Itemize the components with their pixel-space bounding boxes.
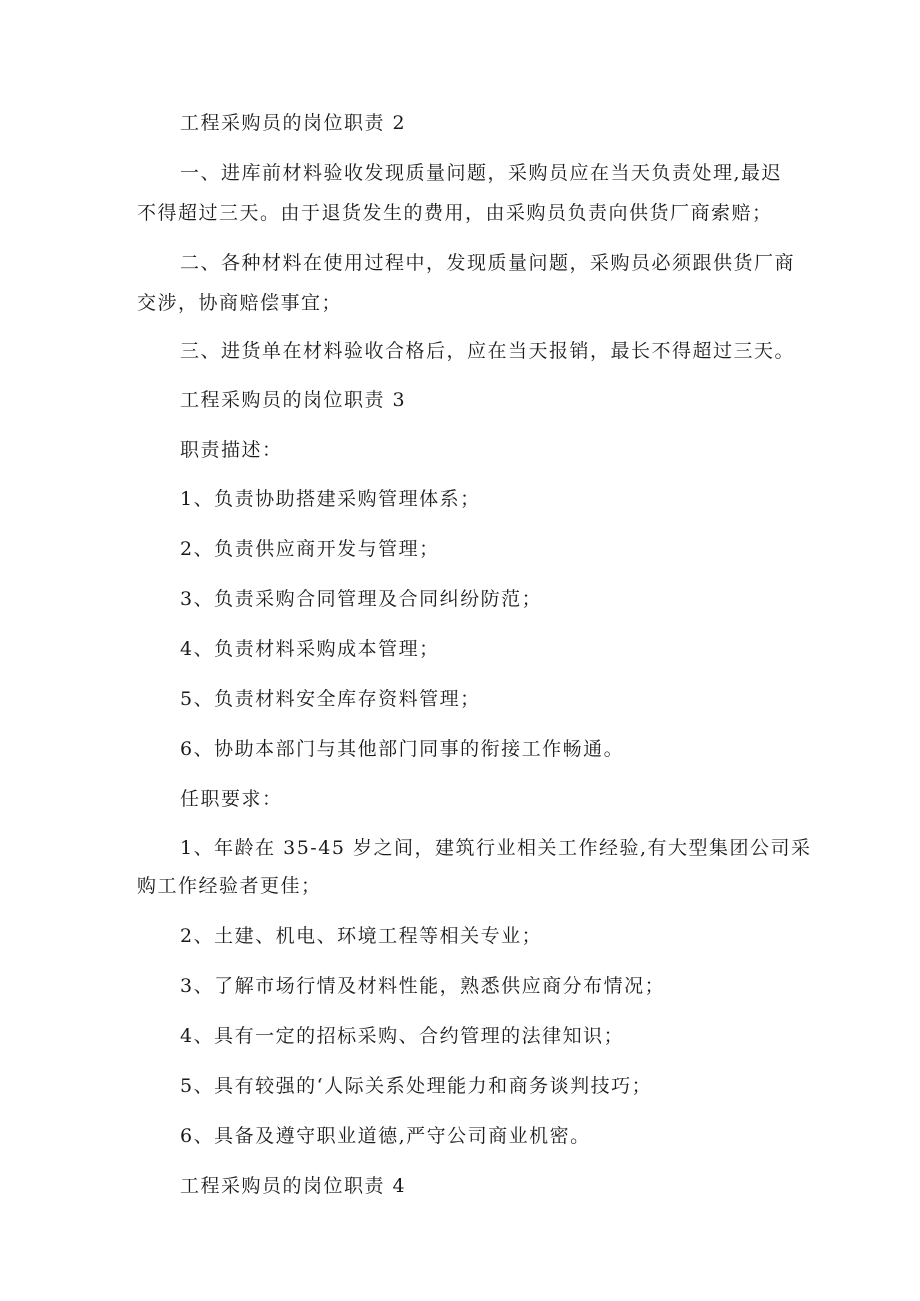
list-item-continuation: 购工作经验者更佳； [137,875,322,897]
section-heading-3: 工程采购员的岗位职责 3 [180,389,407,411]
list-item: 4、具有一定的招标采购、合约管理的法律知识； [180,1025,625,1047]
paragraph-line: 三、进货单在材料验收合格后，应在当天报销，最长不得超过三天。 [180,340,796,362]
list-item: 1、年龄在 35-45 岁之间，建筑行业相关工作经验,有大型集团公司采 [180,837,812,859]
list-item: 3、负责采购合同管理及合同纠纷防范； [180,588,543,610]
section-heading-4: 工程采购员的岗位职责 4 [180,1175,407,1197]
list-item: 5、具有较强的‘人际关系处理能力和商务谈判技巧； [180,1075,653,1097]
list-item: 5、负责材料安全库存资料管理； [180,688,481,710]
section-heading-2: 工程采购员的岗位职责 2 [180,112,407,134]
subsection-title: 任职要求： [180,788,283,810]
list-item: 1、负责协助搭建采购管理体系； [180,488,481,510]
paragraph-line: 二、各种材料在使用过程中，发现质量问题，采购员必须跟供货厂商 [180,252,796,274]
paragraph-line: 交涉，协商赔偿事宜； [137,292,343,314]
list-item: 4、负责材料采购成本管理； [180,638,440,660]
list-item: 3、了解市场行情及材料性能，熟悉供应商分布情况； [180,975,666,997]
list-item: 2、土建、机电、环境工程等相关专业； [180,925,543,947]
list-item: 6、协助本部门与其他部门同事的衔接工作畅通。 [180,738,625,760]
paragraph-line: 不得超过三天。由于退货发生的费用，由采购员负责向供货厂商索赔； [137,202,773,224]
list-item: 2、负责供应商开发与管理； [180,538,440,560]
paragraph-line: 一、进库前材料验收发现质量问题，采购员应在当天负责处理,最迟 [180,162,783,184]
list-item: 6、具备及遵守职业道德,严守公司商业机密。 [180,1125,591,1147]
subsection-title: 职责描述： [180,439,283,461]
